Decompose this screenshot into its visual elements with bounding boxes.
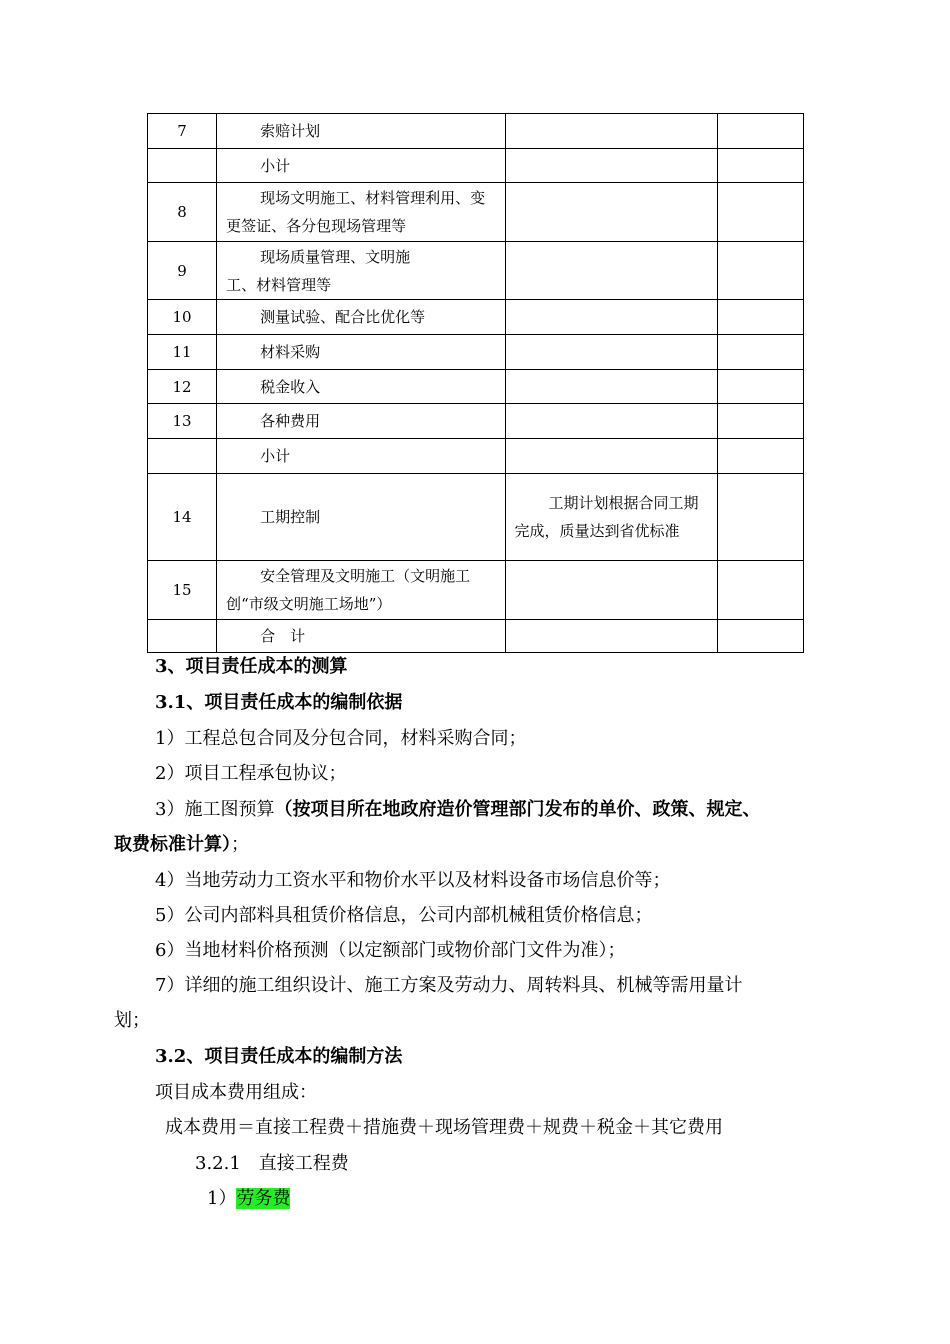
row-item: 各种费用 (217, 404, 505, 439)
row-extra (717, 370, 803, 404)
table-row (148, 620, 804, 653)
row-note (505, 114, 717, 149)
basis-item: 7）详细的施工组织设计、施工方案及劳动力、周转料具、机械等需用量计 (155, 975, 743, 996)
row-item: 现场质量管理、文明施工、材料管理等 (217, 242, 505, 300)
row-item: 安全管理及文明施工（文明施工创“市级文明施工场地”） (217, 561, 505, 620)
row-note (505, 439, 717, 474)
subsection-heading: 3.1、项目责任成本的编制依据 (155, 692, 403, 713)
table-row (148, 404, 804, 439)
row-item: 测量试验、配合比优化等 (217, 300, 505, 335)
row-extra (717, 620, 803, 653)
cost-formula: 成本费用＝直接工程费＋措施费＋现场管理费＋规费＋税金＋其它费用 (165, 1117, 723, 1138)
basis-item-prefix: 3）施工图预算 (155, 799, 275, 820)
row-note (505, 561, 717, 620)
row-number: 9 (148, 242, 217, 300)
row-note (505, 370, 717, 404)
row-extra (717, 335, 803, 370)
row-note: 工期计划根据合同工期完成，质量达到省优标准 (505, 474, 717, 561)
row-extra (717, 183, 803, 242)
basis-item-bold: （按项目所在地政府造价管理部门发布的单价、政策、规定、 (274, 799, 761, 820)
row-note (505, 183, 717, 242)
row-number: 10 (148, 300, 217, 335)
row-item: 现场文明施工、材料管理利用、变更签证、各分包现场管理等 (217, 183, 505, 242)
row-item: 合 计 (217, 620, 505, 653)
basis-item-continued: 划； (114, 1010, 150, 1031)
row-extra (717, 474, 803, 561)
row-number: 13 (148, 404, 217, 439)
labor-cost-prefix: 1） (207, 1188, 237, 1209)
labor-cost-item (207, 1182, 937, 1216)
row-number: 8 (148, 183, 217, 242)
row-note (505, 404, 717, 439)
subsection-heading: 3.2、项目责任成本的编制方法 (155, 1046, 403, 1067)
row-item: 工期控制 (217, 474, 505, 561)
row-extra (717, 149, 803, 183)
section-heading: 3、项目责任成本的测算 (155, 656, 348, 677)
table-row (148, 474, 804, 561)
labor-cost-highlight: 劳务费 (236, 1188, 291, 1209)
row-number: 11 (148, 335, 217, 370)
table-row (148, 439, 804, 474)
row-extra (717, 404, 803, 439)
row-note (505, 242, 717, 300)
row-item: 材料采购 (217, 335, 505, 370)
row-number: 12 (148, 370, 217, 404)
table-row (148, 335, 804, 370)
basis-item: 6）当地材料价格预测（以定额部门或物价部门文件为准）； (155, 940, 626, 961)
table-row (148, 114, 804, 149)
row-note (505, 620, 717, 653)
table-row (148, 149, 804, 183)
basis-item-continued (114, 828, 844, 862)
row-number (148, 439, 217, 474)
row-extra (717, 439, 803, 474)
table-row (148, 370, 804, 404)
cost-control-table (147, 113, 804, 653)
row-number (148, 620, 217, 653)
row-note (505, 149, 717, 183)
basis-item-bold: 取费标准计算） (114, 834, 231, 855)
row-extra (717, 561, 803, 620)
row-item: 税金收入 (217, 370, 505, 404)
basis-item-suffix: ； (231, 834, 249, 855)
basis-item: 5）公司内部料具租赁价格信息，公司内部机械租赁价格信息； (155, 905, 653, 926)
row-extra (717, 114, 803, 149)
row-number: 7 (148, 114, 217, 149)
row-note (505, 300, 717, 335)
table-row (148, 242, 804, 300)
basis-item: 2）项目工程承包协议； (155, 763, 347, 784)
row-number: 15 (148, 561, 217, 620)
table-row (148, 300, 804, 335)
composition-label: 项目成本费用组成： (155, 1082, 317, 1103)
row-item: 索赔计划 (217, 114, 505, 149)
table-row (148, 561, 804, 620)
basis-item: 1）工程总包合同及分包合同，材料采购合同； (155, 728, 527, 749)
row-extra (717, 242, 803, 300)
row-extra (717, 300, 803, 335)
table-row (148, 183, 804, 242)
row-number: 14 (148, 474, 217, 561)
row-number (148, 149, 217, 183)
basis-item: 4）当地劳动力工资水平和物价水平以及材料设备市场信息价等； (155, 870, 671, 891)
row-note (505, 335, 717, 370)
row-item: 小计 (217, 439, 505, 474)
basis-item (155, 793, 885, 827)
row-item: 小计 (217, 149, 505, 183)
subsection-321: 3.2.1 直接工程费 (195, 1153, 349, 1174)
